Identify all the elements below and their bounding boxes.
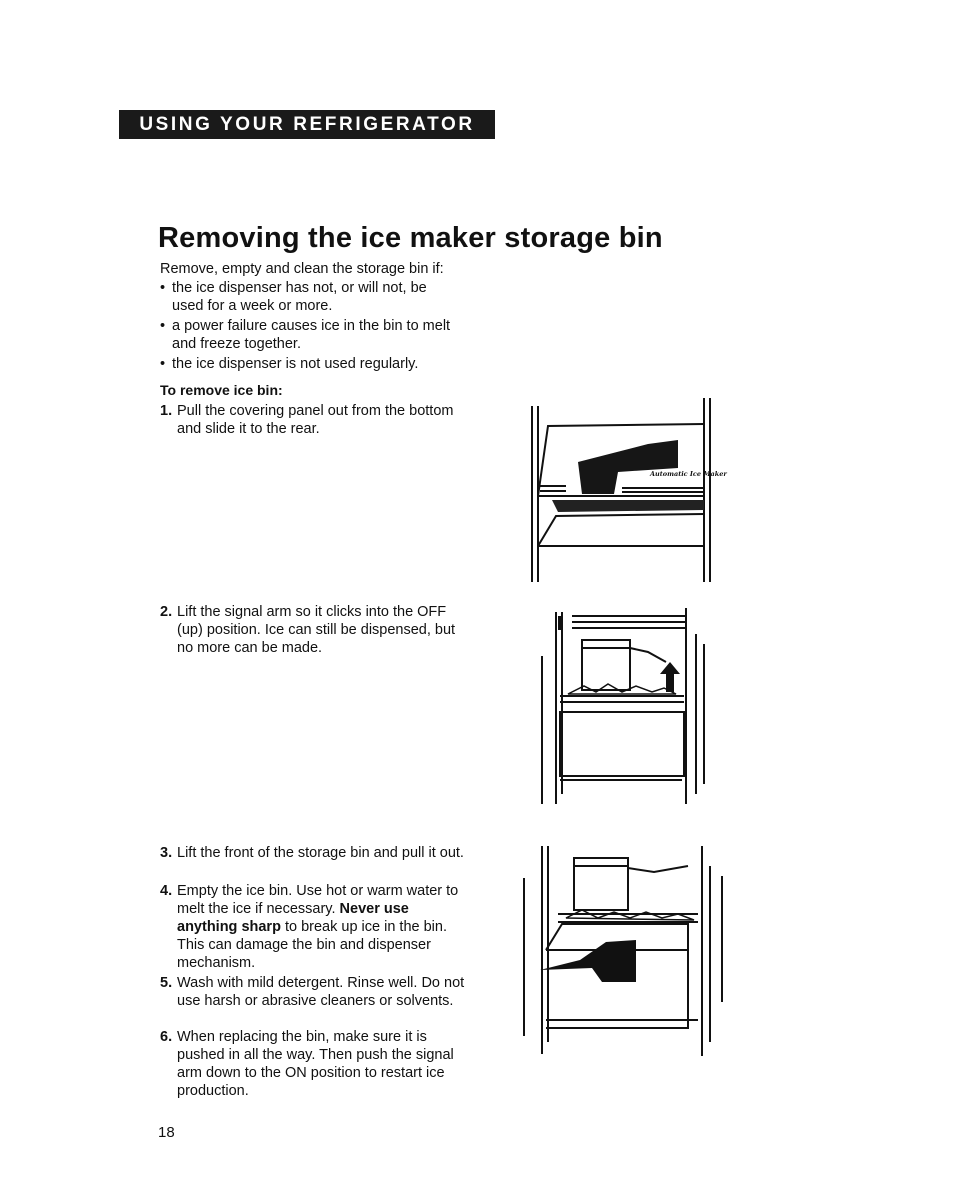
step-1: 1. Pull the covering panel out from the bottom and slide it to the rear.: [160, 403, 454, 437]
condition-list: [160, 279, 460, 375]
ice-maker-label: Automatic Ice Maker: [650, 470, 727, 478]
page-number: 18: [158, 1124, 175, 1141]
signal-arm-illustration: [536, 604, 716, 810]
bullet-icon: •: [160, 356, 166, 372]
covering-panel-illustration: [526, 396, 727, 586]
step-5: 5. Wash with mild detergent. Rinse well. Do not use harsh or abrasive cleaners or solvents.: [160, 975, 465, 1009]
intro-text: Remove, empty and clean the storage bin if:: [160, 261, 444, 277]
step-2: 2. Lift the signal arm so it clicks into the OFF (up) position. Ice can still be dispensed, but no more can be made.: [160, 604, 456, 656]
remove-bin-illustration: [518, 842, 728, 1064]
page-title: Removing the ice maker storage bin: [158, 222, 663, 254]
list-item: • the ice dispenser has not, or will not, be used for a week or more.: [160, 280, 427, 314]
step-4: 4. Empty the ice bin. Use hot or warm water to melt the ice if necessary. Never use anything sharp to break up ice in the bin. This can damage the bin and dispenser mechanism.: [160, 883, 459, 971]
section-banner: USING YOUR REFRIGERATOR: [119, 110, 495, 139]
bullet-icon: •: [160, 280, 166, 296]
step-3: 3. Lift the front of the storage bin and pull it out.: [160, 845, 464, 861]
step-6: 6. When replacing the bin, make sure it is pushed in all the way. Then push the signal arm down to the ON position to restart ice production.: [160, 1029, 454, 1099]
list-item: • the ice dispenser is not used regularly.: [160, 356, 419, 372]
list-item: • a power failure causes ice in the bin to melt and freeze together.: [160, 318, 451, 352]
procedure-subhead: To remove ice bin:: [160, 382, 283, 398]
bullet-icon: •: [160, 318, 166, 334]
